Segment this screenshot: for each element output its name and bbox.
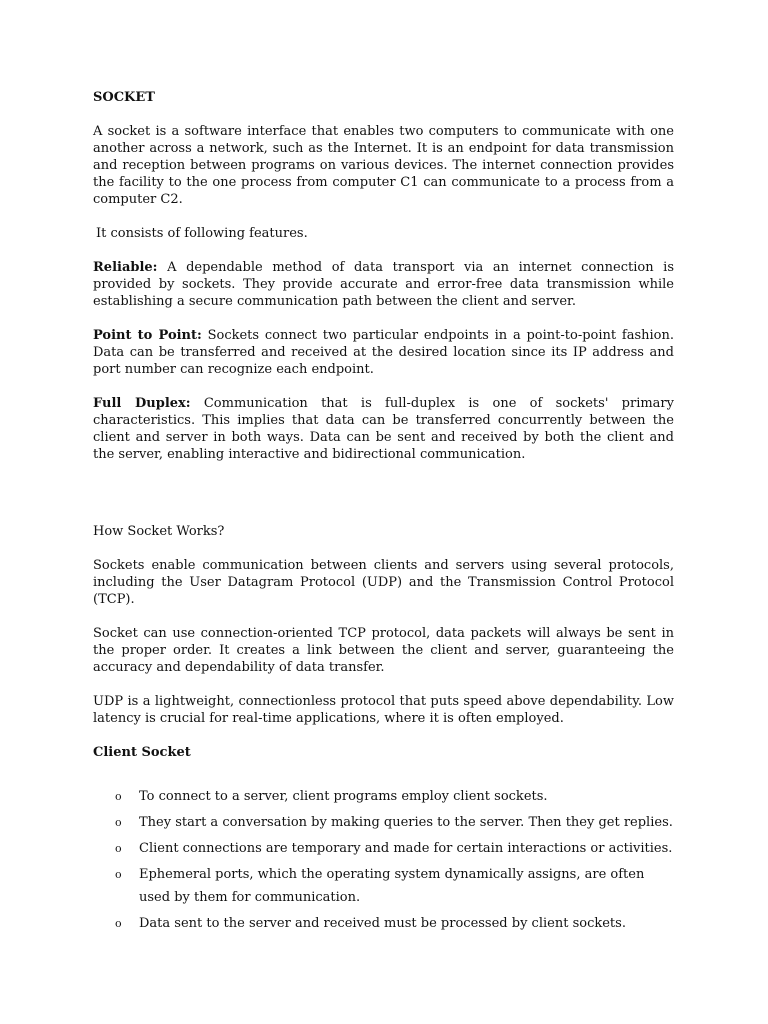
bullet-marker: o: [115, 816, 122, 829]
list-item-text: To connect to a server, client programs employ client sockets.: [139, 789, 548, 804]
feature-term: Full Duplex:: [93, 396, 191, 411]
document-page: [93, 89, 674, 938]
feature-point-to-point: [93, 327, 674, 378]
bullet-marker: o: [115, 868, 122, 881]
feature-text: Communication that is full-duplex is one of sockets' primary characteristics. This implies that data can be transferred concurrently between the client and server in both ways. Data can be sent and received by both the client and the server, enabling interactive and bidirectional communication.: [93, 396, 674, 462]
bullet-marker: o: [115, 842, 122, 855]
list-item-text: They start a conversation by making queries to the server. Then they get replies.: [139, 815, 673, 830]
list-item-text: Data sent to the server and received must be processed by client sockets.: [139, 916, 626, 931]
bullet-marker: o: [115, 790, 122, 803]
feature-reliable: [93, 259, 674, 310]
bullet-marker: o: [115, 917, 122, 930]
document-title: SOCKET: [93, 90, 155, 105]
list-item: [93, 912, 674, 935]
list-item-text: Client connections are temporary and made for certain interactions or activities.: [139, 841, 673, 856]
list-item-text: Ephemeral ports, which the operating system dynamically assigns, are often used by them for communication.: [139, 867, 645, 905]
features-lead: It consists of following features.: [96, 226, 308, 241]
feature-full-duplex: [93, 395, 674, 463]
feature-text: A dependable method of data transport via an internet connection is provided by sockets. They provide accurate and error-free data transmission while establishing a secure communication path between the client and server.: [93, 260, 674, 309]
feature-term: Point to Point:: [93, 328, 202, 343]
list-item: [93, 785, 674, 808]
how-paragraph: UDP is a lightweight, connectionless protocol that puts speed above dependability. Low latency is crucial for real-time applications, where it is often employed.: [93, 694, 674, 726]
feature-term: Reliable:: [93, 260, 158, 275]
how-heading: How Socket Works?: [93, 524, 225, 539]
list-item: [93, 837, 674, 860]
how-paragraph: Sockets enable communication between clients and servers using several protocols, including the User Datagram Protocol (UDP) and the Transmission Control Protocol (TCP).: [93, 558, 674, 607]
client-socket-list: [93, 785, 674, 935]
intro-paragraph: A socket is a software interface that enables two computers to communicate with one another across a network, such as the Internet. It is an endpoint for data transmission and reception between programs on various devices. The internet connection provides the facility to the one process from computer C1 can communicate to a process from a computer C2.: [93, 124, 674, 207]
feature-text: Sockets connect two particular endpoints in a point-to-point fashion. Data can be transferred and received at the desired location since its IP address and port number can recognize each endpoint.: [93, 328, 674, 377]
list-item: [93, 811, 674, 834]
list-item: [93, 863, 674, 909]
client-socket-heading: Client Socket: [93, 745, 191, 760]
how-paragraph: Socket can use connection-oriented TCP protocol, data packets will always be sent in the proper order. It creates a link between the client and server, guaranteeing the accuracy and dependability of data transfer.: [93, 626, 674, 675]
